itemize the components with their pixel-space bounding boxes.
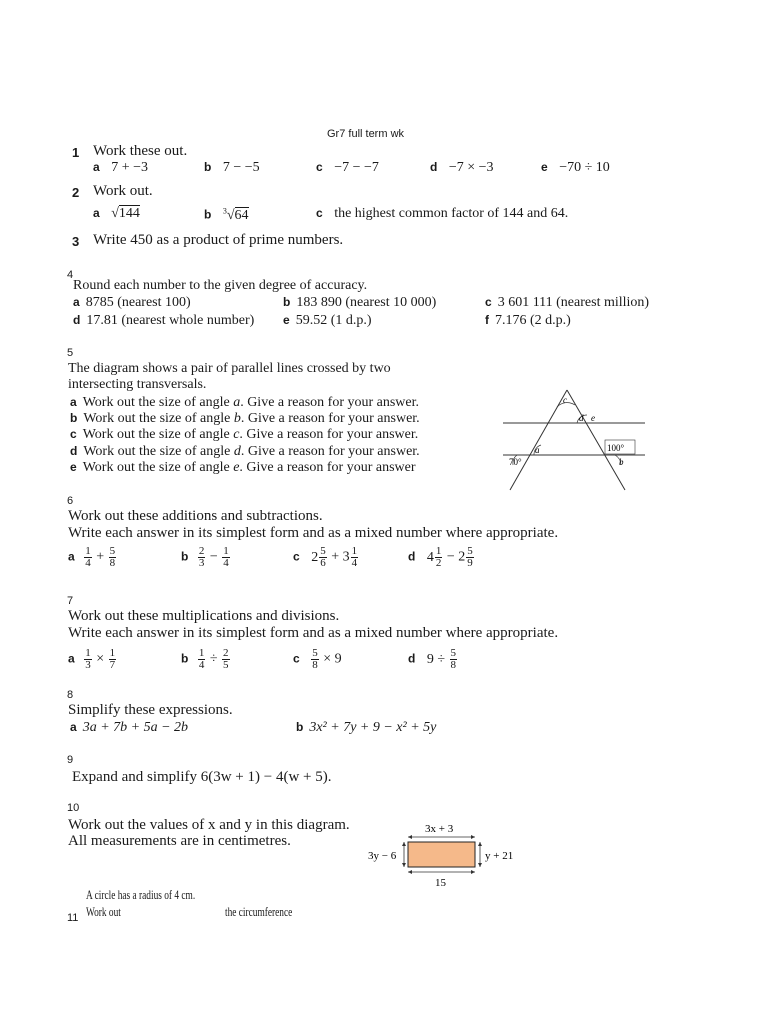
question-prompt-2: intersecting transversals. <box>68 377 207 392</box>
q4-part-f: f 7.176 (2 d.p.) <box>485 313 571 328</box>
q5-part-a: a Work out the size of angle a. Give a reason for your answer. <box>70 395 420 410</box>
parallel-lines-diagram <box>495 385 655 495</box>
angle-b-label: b <box>619 457 624 467</box>
q4-part-c: c 3 601 111 (nearest million) <box>485 295 650 310</box>
question-prompt: Work out these additions and subtractions. <box>68 508 323 524</box>
bottom-label: 15 <box>435 877 446 889</box>
question-text: A circle has a radius of 4 cm. <box>86 887 196 902</box>
rectangle-shape <box>408 842 475 867</box>
q6-part-b: b $\frac{2}{3}$ − $\frac{1}{4}$ <box>181 545 229 569</box>
question-prompt: Work these out. <box>93 143 188 159</box>
q5-part-b: b Work out the size of angle b. Give a reason for your answer. <box>70 411 420 426</box>
question-number: 1 <box>72 145 80 160</box>
question-prompt-2: All measurements are in centimetres. <box>68 833 291 849</box>
q7-part-d: d 9 ÷ $\frac{5}{8}$ <box>408 647 457 671</box>
q7-part-b: b $\frac{1}{4}$ ÷ $\frac{2}{5}$ <box>181 647 229 671</box>
top-label: 3x + 3 <box>425 823 454 835</box>
q1-part-c: c −7 − −7 <box>316 160 379 175</box>
rectangle-diagram <box>360 818 530 893</box>
right-label: y + 21 <box>485 850 514 862</box>
question-prompt: Work out. <box>93 183 153 199</box>
question-prompt: The diagram shows a pair of parallel lines crossed by two <box>68 361 391 376</box>
angle-100-label: 100° <box>607 443 625 453</box>
transversal-left <box>510 390 567 490</box>
question-number: 6 <box>67 495 74 507</box>
q1-part-e: e −70 ÷ 10 <box>541 160 610 175</box>
question-number: 9 <box>67 754 74 766</box>
q8-part-b: b 3x² + 7y + 9 − x² + 5y <box>296 720 437 735</box>
question-prompt: Round each number to the given degree of accuracy. <box>73 278 368 293</box>
question-text-3: the circumference <box>225 904 293 919</box>
angle-70-label: 70° <box>509 457 522 467</box>
question-number: 2 <box>72 185 80 200</box>
q8-part-a: a 3a + 7b + 5a − 2b <box>70 720 189 735</box>
question-text: Write 450 as a product of prime numbers. <box>93 232 344 248</box>
q4-part-d: d 17.81 (nearest whole number) <box>73 313 255 328</box>
q7-part-a: a $\frac{1}{3}$ × $\frac{1}{7}$ <box>68 647 116 671</box>
q6-part-a: a $\frac{1}{4}$ + $\frac{5}{8}$ <box>68 545 116 569</box>
question-number: 11 <box>67 912 79 924</box>
q2-part-c: c the highest common factor of 144 and 64. <box>316 206 569 221</box>
question-text-2: Work out <box>86 904 121 919</box>
angle-c-label: c <box>563 395 567 405</box>
question-prompt: Work out these multiplications and divisions. <box>68 608 340 624</box>
q5-part-c: c Work out the size of angle c. Give a reason for your answer. <box>70 427 419 442</box>
q4-part-e: e 59.52 (1 d.p.) <box>283 313 372 328</box>
question-number: 5 <box>67 347 74 359</box>
question-prompt: Work out the values of x and y in this diagram. <box>68 817 350 833</box>
q5-part-e: e Work out the size of angle e. Give a reason for your answer <box>70 460 416 475</box>
angle-e-label: e <box>591 413 595 423</box>
left-label: 3y − 6 <box>368 850 397 862</box>
angle-d-label: d <box>579 413 584 423</box>
q7-part-c: c $\frac{5}{8}$ × 9 <box>293 647 342 671</box>
q5-part-d: d Work out the size of angle d. Give a reason for your answer. <box>70 444 420 459</box>
q2-part-b: b $^3$√64 <box>204 206 249 223</box>
page-title: Gr7 full term wk <box>327 128 405 140</box>
question-text: Expand and simplify 6(3w + 1) − 4(w + 5). <box>72 769 332 785</box>
question-number: 4 <box>67 269 74 281</box>
cube-root-symbol: $^3$√64 <box>222 206 249 223</box>
question-number: 3 <box>72 234 80 249</box>
q4-part-b: b 183 890 (nearest 10 000) <box>283 295 437 310</box>
q1-part-d: d −7 × −3 <box>430 160 494 175</box>
q4-part-a: a 8785 (nearest 100) <box>73 295 191 310</box>
question-number: 10 <box>67 802 80 814</box>
q1-part-b: b 7 − −5 <box>204 160 260 175</box>
question-number: 7 <box>67 595 74 607</box>
q6-part-c: c 2 $\frac{5}{6}$ + 3 $\frac{1}{4}$ <box>293 545 358 569</box>
question-prompt: Simplify these expressions. <box>68 702 233 718</box>
question-prompt-2: Write each answer in its simplest form and as a mixed number where appropriate. <box>68 525 559 541</box>
q6-part-d: d 4 $\frac{1}{2}$ − 2 $\frac{5}{9}$ <box>408 545 473 569</box>
question-prompt-2: Write each answer in its simplest form and as a mixed number where appropriate. <box>68 625 559 641</box>
q2-part-a: a √144 <box>93 206 140 221</box>
question-number: 8 <box>67 689 74 701</box>
angle-a-label: a <box>535 445 540 455</box>
q1-part-a: a 7 + −3 <box>93 160 148 175</box>
sqrt-symbol: √144 <box>111 206 140 221</box>
